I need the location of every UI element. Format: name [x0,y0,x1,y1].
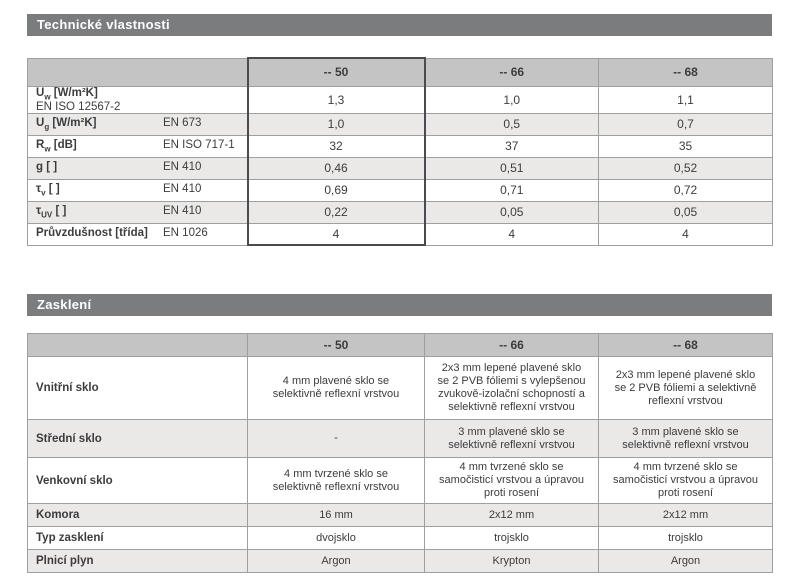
row-label: Venkovní sklo [28,458,248,504]
empty-header-cell [28,58,248,86]
value-cell: 1,0 [425,86,599,113]
value-cell: 2x3 mm lepené plavené sklo se 2 PVB fóliemi a selektivně reflexní vrstvou [599,357,773,420]
value-cell: 4 [425,223,599,245]
table-row-ug [28,113,773,135]
value-cell: trojsklo [425,527,599,550]
row-label: Komora [28,504,248,527]
row-label: Plnicí plyn [28,550,248,573]
row-label: $\tau_v$ [ ] [36,183,60,198]
table-row-filling-gas [28,550,773,573]
value-cell: 4 mm tvrzené sklo se samočisticí vrstvou a úpravou proti rosení [599,458,773,504]
value-cell: 37 [425,135,599,157]
table-row-middle-glass [28,420,773,458]
row-label: $\tau_{UV}$ [ ] [36,205,67,220]
value-cell: 1,0 [248,113,425,135]
row-standard: EN ISO 12567-2 [36,100,121,113]
value-cell: Argon [599,550,773,573]
value-cell: dvojsklo [248,527,425,550]
table-row-rw [28,135,773,157]
value-cell: 0,72 [599,179,773,201]
column-header-68: -- 68 [599,58,773,86]
column-header-66: -- 66 [425,58,599,86]
table-row-inner-glass [28,357,773,420]
value-cell: trojsklo [599,527,773,550]
row-standard: EN 410 [163,183,202,196]
row-standard: EN 410 [163,161,202,174]
row-label: $U_w$ [W/m²K] [36,86,98,101]
column-header-50: -- 50 [248,334,425,357]
value-cell: Krypton [425,550,599,573]
column-header-68: -- 68 [599,334,773,357]
section-title-technical-properties: Technické vlastnosti [27,14,772,36]
value-cell: 16 mm [248,504,425,527]
value-cell: 3 mm plavené sklo se selektivně reflexní vrstvou [425,420,599,458]
value-cell: 4 [599,223,773,245]
row-label: Typ zasklení [28,527,248,550]
value-cell: 0,7 [599,113,773,135]
value-cell: - [248,420,425,458]
table-row-uw [28,86,773,113]
section-title-glazing: Zasklení [27,294,772,316]
column-header-50: -- 50 [248,58,425,86]
value-cell: 1,1 [599,86,773,113]
value-cell: 0,5 [425,113,599,135]
row-label: Střední sklo [28,420,248,458]
glazing-header-row [28,334,773,357]
row-label: Průvzdušnost [třída] [36,227,148,240]
row-standard: EN 1026 [163,227,208,240]
row-label: $R_w$ [dB] [36,139,77,154]
value-cell: 0,22 [248,201,425,223]
value-cell: 4 [248,223,425,245]
value-cell: 4 mm tvrzené sklo se samočisticí vrstvou a úpravou proti rosení [425,458,599,504]
column-header-66: -- 66 [425,334,599,357]
row-label: $U_g$ [W/m²K] [36,117,97,132]
value-cell: 1,3 [248,86,425,113]
glazing-table [27,333,773,573]
properties-table [27,57,773,246]
table-row-tau-uv [28,201,773,223]
value-cell: 2x3 mm lepené plavené sklo se 2 PVB fóliemi s vylepšenou zvukově-izolační schopností a selektivně reflexní vrstvou [425,357,599,420]
row-standard: EN 673 [163,117,202,130]
row-standard: EN 410 [163,205,202,218]
table-row-pruvzdusnost [28,223,773,245]
table-row-outer-glass [28,458,773,504]
value-cell: 4 mm plavené sklo se selektivně reflexní vrstvou [248,357,425,420]
value-cell: 2x12 mm [425,504,599,527]
value-cell: Argon [248,550,425,573]
row-label: g [ ] [36,161,58,174]
properties-header-row [28,58,773,86]
row-label: Vnitřní sklo [28,357,248,420]
value-cell: 0,46 [248,157,425,179]
value-cell: 35 [599,135,773,157]
value-cell: 3 mm plavené sklo se selektivně reflexní vrstvou [599,420,773,458]
table-row-tau-v [28,179,773,201]
value-cell: 0,71 [425,179,599,201]
empty-header-cell [28,334,248,357]
value-cell: 0,05 [599,201,773,223]
value-cell: 32 [248,135,425,157]
table-row-chamber [28,504,773,527]
table-row-glazing-type [28,527,773,550]
value-cell: 0,05 [425,201,599,223]
value-cell: 0,51 [425,157,599,179]
value-cell: 2x12 mm [599,504,773,527]
value-cell: 0,52 [599,157,773,179]
row-standard: EN ISO 717-1 [163,139,235,152]
table-row-g [28,157,773,179]
value-cell: 0,69 [248,179,425,201]
value-cell: 4 mm tvrzené sklo se selektivně reflexní vrstvou [248,458,425,504]
